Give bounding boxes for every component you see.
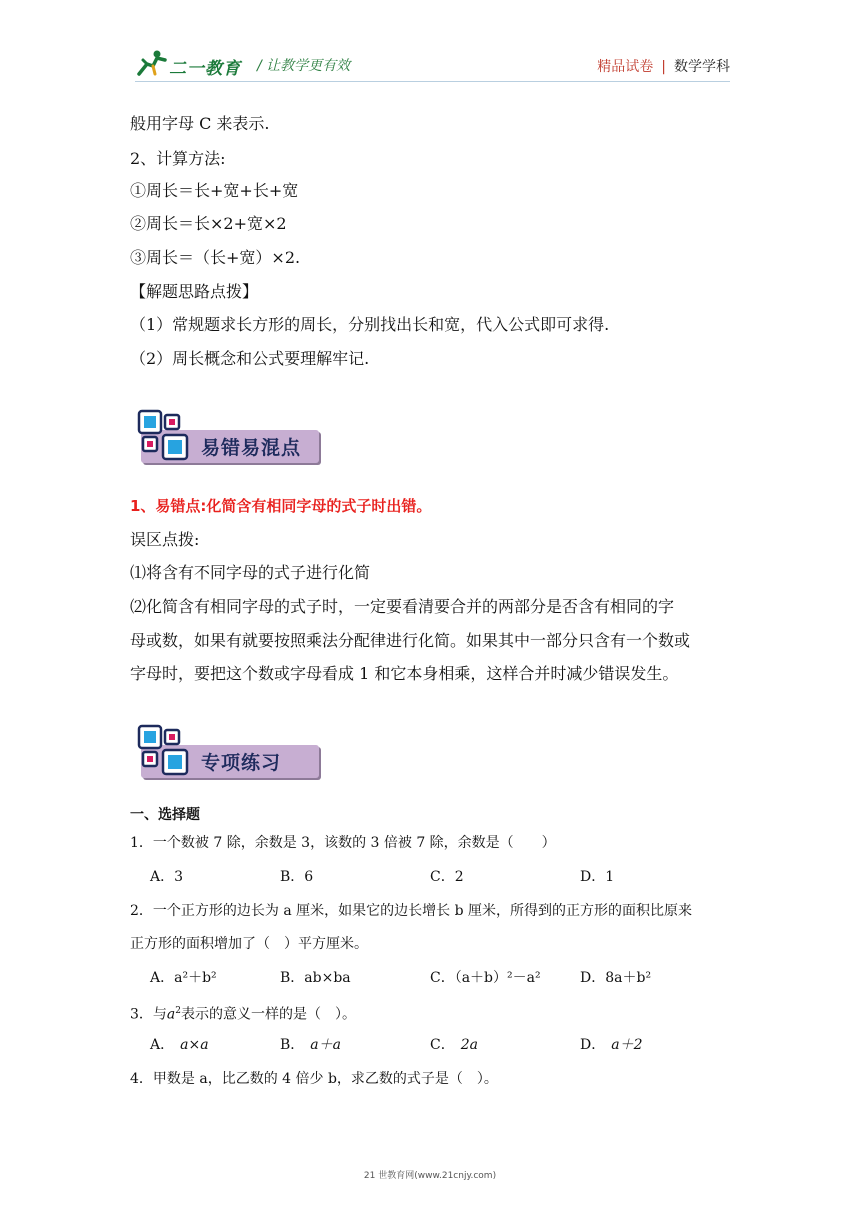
text-line: ②周长＝长×2+宽×2 — [130, 214, 287, 233]
option-d: D．1 — [580, 869, 615, 885]
option-letter: C． — [430, 1037, 455, 1053]
header-divider — [135, 81, 730, 82]
option-a: A．a²＋b² — [150, 970, 217, 986]
runner-logo-icon — [135, 48, 169, 78]
tag-exam: 精品试卷 — [597, 59, 654, 75]
squares-icon — [135, 722, 199, 784]
q3-prefix: 3．与 — [130, 1006, 167, 1023]
banner-title: 专项练习 — [201, 752, 282, 774]
option-d: D．8a＋b² — [580, 970, 652, 986]
option-b: B．6 — [280, 869, 314, 885]
text-line: 母或数，如果有就要按照乘法分配律进行化简。如果其中一部分只含有一个数或 — [130, 631, 691, 650]
q3-exponent: 2 — [175, 1006, 182, 1016]
option-c: C．（a＋b）²－a² — [430, 970, 541, 986]
option-expression: 2a — [460, 1037, 478, 1053]
option-c: C．2 — [430, 869, 464, 885]
logo — [135, 48, 250, 78]
squares-icon — [135, 407, 199, 469]
option-expression: a＋a — [310, 1037, 341, 1053]
text-line: 字母时，要把这个数或字母看成 1 和它本身相乘，这样合并时减少错误发生。 — [130, 664, 679, 683]
option-expression: a×a — [180, 1037, 209, 1053]
option-d — [580, 1036, 643, 1054]
option-a: A．3 — [150, 869, 184, 885]
text-line: 【解题思路点拨】 — [130, 282, 259, 301]
question-2: 2．一个正方形的边长为 a 厘米，如果它的边长增长 b 厘米，所得到的正方形的面积比原来 — [130, 903, 693, 919]
q3-suffix: 表示的意义一样的是（ ）。 — [181, 1006, 357, 1023]
section-banner — [135, 407, 325, 469]
text-line: 误区点拨: — [130, 530, 200, 549]
banner-title: 易错易混点 — [201, 437, 302, 459]
slogan: / 让教学更有效 — [257, 58, 351, 74]
text-line: ⑵化简含有相同字母的式子时，一定要看清要合并的两部分是否含有相同的字 — [130, 597, 675, 616]
text-line: （2）周长概念和公式要理解牢记. — [130, 349, 370, 368]
option-c — [430, 1036, 478, 1054]
option-letter: A． — [150, 1037, 175, 1053]
text-line: ③周长＝（长+宽）×2. — [130, 248, 301, 267]
text-line: 2、计算方法: — [130, 149, 226, 168]
question-2-cont: 正方形的面积增加了（ ）平方厘米。 — [130, 936, 368, 952]
option-letter: B． — [280, 1037, 305, 1053]
page-footer: 21 世教育网(www.21cnjy.com) — [363, 1171, 497, 1181]
section-banner — [135, 722, 325, 784]
tag-separator: | — [661, 59, 666, 75]
option-expression: a＋2 — [611, 1037, 643, 1053]
option-a — [150, 1036, 209, 1054]
text-line: 般用字母 C 来表示. — [130, 114, 270, 133]
q3-variable: a — [166, 1006, 176, 1023]
text-line: ⑴将含有不同字母的式子进行化简 — [130, 563, 371, 582]
logo-text: 二一教育 — [169, 59, 241, 79]
option-b: B．ab×ba — [280, 970, 351, 986]
text-line: ①周长＝长+宽+长+宽 — [130, 181, 299, 200]
question-3 — [130, 1002, 356, 1024]
text-line: （1）常规题求长方形的周长，分别找出长和宽，代入公式即可求得. — [130, 315, 610, 334]
header-tags — [597, 56, 730, 76]
part-heading: 一、选择题 — [130, 807, 200, 823]
error-heading: 1、易错点:化简含有相同字母的式子时出错。 — [130, 497, 432, 515]
tag-subject: 数学学科 — [674, 59, 730, 75]
option-letter: D． — [580, 1037, 606, 1053]
question-1: 1．一个数被 7 除，余数是 3，该数的 3 倍被 7 除，余数是（ ） — [130, 835, 556, 851]
option-b — [280, 1036, 341, 1054]
page-header — [135, 48, 730, 78]
question-4: 4．甲数是 a，比乙数的 4 倍少 b，求乙数的式子是（ ）。 — [130, 1071, 498, 1087]
